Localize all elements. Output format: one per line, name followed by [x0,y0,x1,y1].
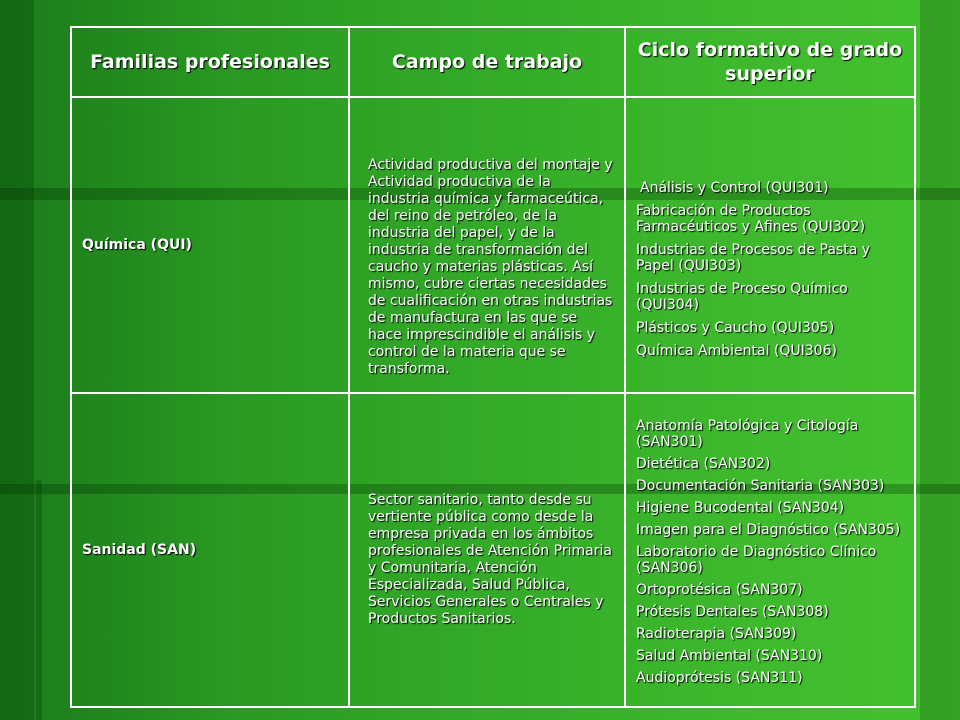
family-quimica [71,97,349,393]
professional-families-table [70,26,916,708]
list-item: Plásticos y Caucho (QUI305) [636,320,835,336]
list-item: Imagen para el Diagnóstico (SAN305) [636,522,901,538]
field-sanidad [349,393,625,707]
table-header-row [71,27,915,97]
table-row-sanidad [71,393,915,707]
list-item: Documentación Sanitaria (SAN303) [636,478,885,494]
family-sanidad [71,393,349,707]
list-item: Audioprótesis (SAN311) [636,670,803,686]
cycle-list-quimica [626,124,914,359]
family-quimica-label: Química (QUI) [82,237,192,253]
table-row-quimica [71,97,915,393]
list-item: Prótesis Dentales (SAN308) [636,604,829,620]
list-item: Análisis y Control (QUI301) [640,180,829,196]
list-item: Química Ambiental (QUI306) [636,343,837,359]
list-item: Higiene Bucodental (SAN304) [636,500,845,516]
field-quimica-text: Actividad productiva del montaje y Actividad productiva de la industria química y farmaceútica, del reino de petróleo, de la industria del papel, y de la industria de transformación del caucho y materias plásticas. Así mismo, cubre ciertas necesidades de cualificación en otras industrias de manufactura en las que se hace imprescindible el análisis y control de la materia que se transforma. [368,156,613,377]
header-field: Campo de trabajo [349,27,625,97]
list-item: Radioterapia (SAN309) [636,626,797,642]
family-sanidad-label: Sanidad (SAN) [82,542,197,558]
cycle-list-sanidad [626,408,914,686]
list-item: Dietética (SAN302) [636,456,771,472]
list-item: Salud Ambiental (SAN310) [636,648,823,664]
cycles-sanidad [625,393,915,707]
field-quimica [349,97,625,393]
list-item: Fabricación de Productos Farmacéuticos y Afines (QUI302) [636,203,866,235]
cycles-quimica [625,97,915,393]
list-item: Ortoprotésica (SAN307) [636,582,803,598]
list-item: Anatomía Patológica y Citología (SAN301) [636,418,859,450]
list-item: Industrias de Proceso Químico (QUI304) [636,281,848,313]
list-item: Industrias de Procesos de Pasta y Papel (QUI303) [636,242,871,274]
header-family: Familias profesionales [71,27,349,97]
field-sanidad-text: Sector sanitario, tanto desde su vertiente pública como desde la empresa privada en los ámbitos profesionales de Atención Primaria y Comunitaria, Atención Especializada, Salud Pública, Servicios Generales o Centrales y Productos Sanitarios. [368,492,612,627]
header-cycle: Ciclo formativo de grado superior [625,27,915,97]
list-item: Laboratorio de Diagnóstico Clínico (SAN306) [636,544,877,576]
